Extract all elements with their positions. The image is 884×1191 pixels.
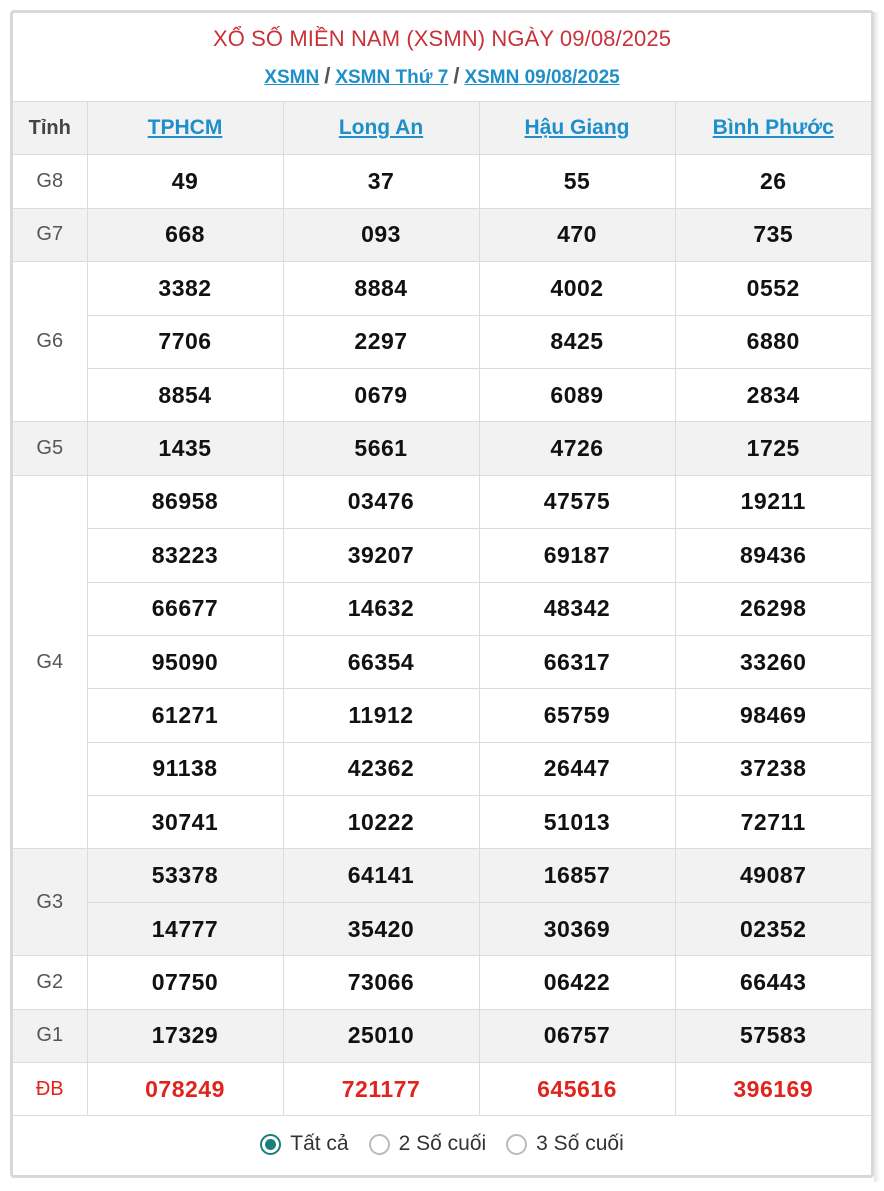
breadcrumb-separator: / (324, 63, 331, 88)
province-link-hau-giang[interactable]: Hậu Giang (524, 116, 630, 140)
result-number: 4002 (479, 262, 675, 315)
page-title: XỔ SỐ MIỀN NAM (XSMN) NGÀY 09/08/2025 (212, 26, 672, 51)
province-link-tphcm[interactable]: TPHCM (147, 116, 223, 140)
prize-row-g4 (13, 475, 871, 528)
radio-unchecked-icon[interactable] (369, 1134, 390, 1155)
result-number: 64141 (283, 849, 479, 902)
radio-unchecked-icon[interactable] (506, 1134, 527, 1155)
result-number: 2834 (675, 368, 871, 421)
prize-row-g4 (13, 529, 871, 582)
result-number: 53378 (87, 849, 283, 902)
prize-label: G2 (13, 956, 87, 1009)
result-number: 1435 (87, 422, 283, 475)
result-number: 07750 (87, 956, 283, 1009)
prize-label: G6 (13, 262, 87, 422)
result-number: 2297 (283, 315, 479, 368)
result-number: 91138 (87, 742, 283, 795)
result-number: 65759 (479, 689, 675, 742)
prize-label: G4 (13, 475, 87, 849)
result-number: 8854 (87, 368, 283, 421)
result-number: 26 (675, 155, 871, 208)
result-number: 1725 (675, 422, 871, 475)
result-number: 668 (87, 208, 283, 261)
province-header (479, 102, 675, 155)
result-number: 14777 (87, 902, 283, 955)
result-number: 17329 (87, 1009, 283, 1062)
result-number: 7706 (87, 315, 283, 368)
result-number: 02352 (675, 902, 871, 955)
results-body (13, 155, 871, 1116)
filter-option-label: Tất cả (290, 1132, 349, 1155)
prize-row-g3 (13, 902, 871, 955)
result-number: 83223 (87, 529, 283, 582)
prize-row-g4 (13, 796, 871, 849)
result-number: 06422 (479, 956, 675, 1009)
prize-row-g4 (13, 582, 871, 635)
result-number: 8425 (479, 315, 675, 368)
result-number: 55 (479, 155, 675, 208)
result-number: 35420 (283, 902, 479, 955)
result-number: 721177 (283, 1063, 479, 1116)
result-number: 16857 (479, 849, 675, 902)
result-number: 51013 (479, 796, 675, 849)
result-number: 5661 (283, 422, 479, 475)
result-number: 0679 (283, 368, 479, 421)
result-number: 47575 (479, 475, 675, 528)
result-number: 30369 (479, 902, 675, 955)
prize-row-g8 (13, 155, 871, 208)
result-number: 8884 (283, 262, 479, 315)
filter-option-all[interactable] (260, 1132, 348, 1156)
prize-row-g4 (13, 742, 871, 795)
result-number: 14632 (283, 582, 479, 635)
result-number: 66354 (283, 635, 479, 688)
prize-label: ĐB (13, 1063, 87, 1116)
result-number: 093 (283, 208, 479, 261)
results-table (13, 101, 871, 1116)
result-number: 89436 (675, 529, 871, 582)
prize-row-g3 (13, 849, 871, 902)
result-number: 735 (675, 208, 871, 261)
result-number: 078249 (87, 1063, 283, 1116)
result-number: 30741 (87, 796, 283, 849)
result-number: 19211 (675, 475, 871, 528)
result-number: 49 (87, 155, 283, 208)
prize-label: G3 (13, 849, 87, 956)
result-number: 6089 (479, 368, 675, 421)
result-number: 57583 (675, 1009, 871, 1062)
prize-label: G1 (13, 1009, 87, 1062)
province-link-binh-phuoc[interactable]: Bình Phước (712, 116, 834, 140)
result-number: 11912 (283, 689, 479, 742)
prize-row-g7 (13, 208, 871, 261)
filter-option-label: 2 Số cuối (398, 1132, 487, 1155)
result-number: 98469 (675, 689, 871, 742)
results-card (10, 10, 874, 1178)
result-number: 86958 (87, 475, 283, 528)
result-number: 72711 (675, 796, 871, 849)
result-number: 26447 (479, 742, 675, 795)
digit-filter (13, 1113, 871, 1175)
result-number: 6880 (675, 315, 871, 368)
province-header (675, 102, 871, 155)
result-number: 470 (479, 208, 675, 261)
prize-row-g4 (13, 635, 871, 688)
result-number: 26298 (675, 582, 871, 635)
result-number: 73066 (283, 956, 479, 1009)
province-column-label: Tỉnh (13, 102, 87, 155)
result-number: 39207 (283, 529, 479, 582)
card-shadow (874, 12, 880, 1182)
province-link-long-an[interactable]: Long An (338, 116, 424, 140)
result-number: 66443 (675, 956, 871, 1009)
result-number: 396169 (675, 1063, 871, 1116)
prize-row-g6 (13, 315, 871, 368)
province-header (283, 102, 479, 155)
breadcrumb-xsmn-date[interactable]: XSMN 09/08/2025 (464, 67, 620, 88)
breadcrumb-xsmn[interactable]: XSMN (264, 67, 320, 88)
prize-row-g6 (13, 262, 871, 315)
result-number: 4726 (479, 422, 675, 475)
result-number: 3382 (87, 262, 283, 315)
result-number: 37238 (675, 742, 871, 795)
breadcrumb-xsmn-thu-7[interactable]: XSMN Thứ 7 (335, 67, 449, 88)
radio-checked-icon[interactable] (260, 1134, 281, 1155)
result-number: 66677 (87, 582, 283, 635)
filter-option-last-2[interactable] (369, 1132, 487, 1156)
prize-row-g4 (13, 689, 871, 742)
prize-label: G7 (13, 208, 87, 261)
result-number: 66317 (479, 635, 675, 688)
result-number: 0552 (675, 262, 871, 315)
result-number: 03476 (283, 475, 479, 528)
breadcrumb-separator: / (453, 63, 460, 88)
table-header-row (13, 102, 871, 155)
prize-row-g1 (13, 1009, 871, 1062)
prize-label: G5 (13, 422, 87, 475)
result-number: 25010 (283, 1009, 479, 1062)
result-number: 10222 (283, 796, 479, 849)
result-number: 49087 (675, 849, 871, 902)
filter-option-label: 3 Số cuối (536, 1132, 624, 1155)
province-header (87, 102, 283, 155)
results-header (13, 13, 871, 101)
result-number: 06757 (479, 1009, 675, 1062)
breadcrumb (13, 64, 871, 90)
prize-row-g5 (13, 422, 871, 475)
result-number: 69187 (479, 529, 675, 582)
prize-row-g2 (13, 956, 871, 1009)
result-number: 48342 (479, 582, 675, 635)
result-number: 645616 (479, 1063, 675, 1116)
result-number: 42362 (283, 742, 479, 795)
prize-row-g6 (13, 368, 871, 421)
result-number: 37 (283, 155, 479, 208)
filter-option-last-3[interactable] (506, 1132, 624, 1156)
prize-label: G8 (13, 155, 87, 208)
result-number: 95090 (87, 635, 283, 688)
result-number: 33260 (675, 635, 871, 688)
prize-row-db (13, 1063, 871, 1116)
result-number: 61271 (87, 689, 283, 742)
